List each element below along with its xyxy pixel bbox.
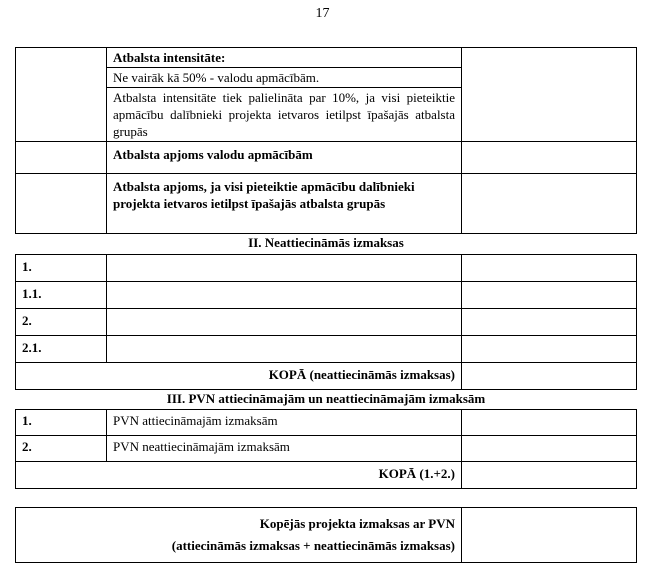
support-value-cell: [462, 48, 637, 68]
support-limit-row: [16, 68, 637, 88]
row-value-cell[interactable]: [462, 410, 637, 436]
support-intensity-limit: Ne vairāk kā 50% - valodu apmācībām.: [107, 68, 462, 88]
table-row: [16, 255, 637, 282]
table-row: [16, 282, 637, 309]
support-increase-row: [16, 88, 637, 142]
support-amount-special-value[interactable]: [462, 174, 637, 234]
row-number: 2.: [16, 436, 107, 462]
section3-total-value[interactable]: [462, 462, 637, 489]
section2-total-value[interactable]: [462, 363, 637, 390]
spacer-row: [16, 489, 637, 508]
table-row: [16, 309, 637, 336]
support-amount-language: Atbalsta apjoms valodu apmācībām: [107, 142, 462, 174]
cost-table: [15, 47, 637, 563]
row-value-cell[interactable]: [462, 255, 637, 282]
row-number: 1.: [16, 255, 107, 282]
page-number: 17: [315, 6, 330, 21]
support-amount-special-row: [16, 174, 637, 234]
row-value-cell[interactable]: [462, 282, 637, 309]
row-label-cell[interactable]: [107, 309, 462, 336]
row-label: PVN neattiecināmajām izmaksām: [107, 436, 462, 462]
row-number: 2.1.: [16, 336, 107, 363]
row-number: 1.1.: [16, 282, 107, 309]
support-intensity-increase: Atbalsta intensitāte tiek palielināta par 10%, ja visi pieteiktie apmācību dalībnieki projekta ietvaros ietilpst īpašajās atbalsta grupās: [107, 88, 462, 142]
section2-total-row: [16, 363, 637, 390]
support-amount-special: Atbalsta apjoms, ja visi pieteiktie apmācību dalībnieki projekta ietvaros ietilpst īpašajās atbalsta grupās: [107, 174, 462, 234]
grand-total-line2: (attiecināmās izmaksas + neattiecināmās izmaksas): [171, 538, 455, 553]
row-value-cell[interactable]: [462, 309, 637, 336]
section3-header-row: [16, 390, 637, 410]
section3-total-label: KOPĀ (1.+2.): [16, 462, 462, 489]
row-label-cell[interactable]: [107, 255, 462, 282]
table-row: [16, 410, 637, 436]
section2-header-row: [16, 234, 637, 255]
section2-title: II. Neattiecināmās izmaksas: [16, 234, 637, 255]
table-row: [16, 336, 637, 363]
grand-total-label: [16, 508, 462, 563]
row-number: 2.: [16, 309, 107, 336]
grand-total-value[interactable]: [462, 508, 637, 563]
support-amount-language-value[interactable]: [462, 142, 637, 174]
support-empty-cell: [16, 48, 107, 68]
support-intensity-title: Atbalsta intensitāte:: [107, 48, 462, 68]
section3-title: III. PVN attiecināmajām un neattiecināmajām izmaksām: [16, 390, 637, 410]
row-label-cell[interactable]: [107, 282, 462, 309]
section3-total-row: [16, 462, 637, 489]
support-intensity-row: [16, 48, 637, 68]
grand-total-line1: Kopējās projekta izmaksas ar PVN: [259, 516, 455, 531]
row-label-cell[interactable]: [107, 336, 462, 363]
row-value-cell[interactable]: [462, 336, 637, 363]
support-amount-language-row: [16, 142, 637, 174]
section2-total-label: KOPĀ (neattiecināmās izmaksas): [16, 363, 462, 390]
row-value-cell[interactable]: [462, 436, 637, 462]
table-row: [16, 436, 637, 462]
row-label: PVN attiecināmajām izmaksām: [107, 410, 462, 436]
grand-total-row: [16, 508, 637, 563]
row-number: 1.: [16, 410, 107, 436]
